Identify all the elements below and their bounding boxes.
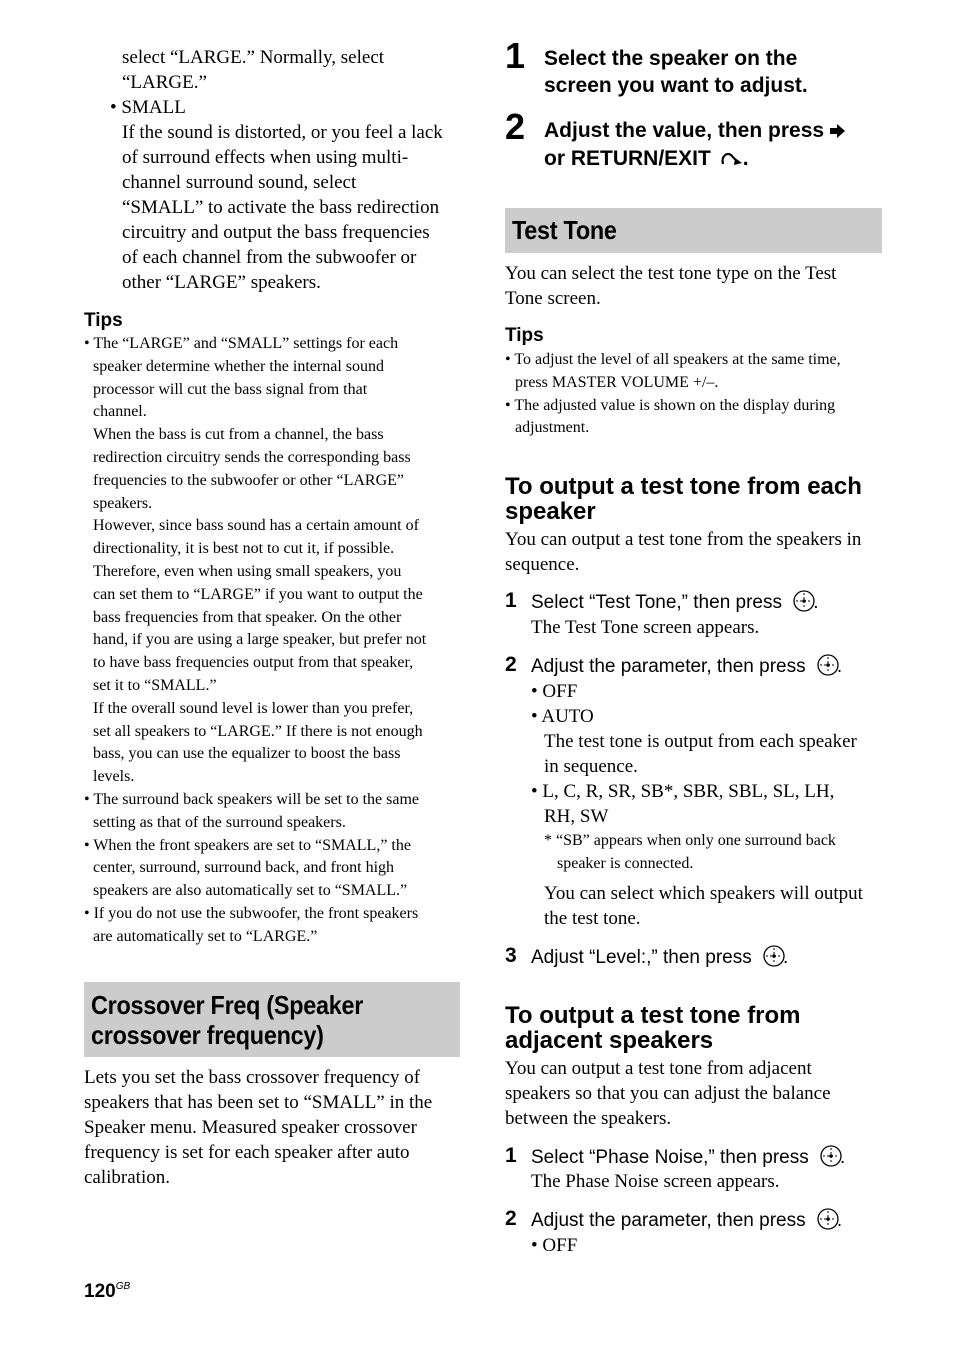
heading-line: To output a test tone from each <box>505 473 862 500</box>
option-speakers <box>531 779 834 829</box>
each-speaker-body <box>505 527 861 577</box>
text-line: Lets you set the bass crossover frequency of <box>84 1067 421 1088</box>
tip-line: set all speakers to “LARGE.” If there is not enough <box>93 722 423 740</box>
text-line: You can select the test tone type on the Test <box>505 263 837 284</box>
adj-option-off: • OFF <box>531 1235 578 1256</box>
tip-line: speakers. <box>93 494 153 512</box>
tip-line: hand, if you are using a large speaker, but prefer not <box>93 631 427 649</box>
text-line: speakers so that you can adjust the balance <box>505 1083 831 1104</box>
tip-line: directionality, it is best not to cut it, if possible. <box>93 540 395 558</box>
left-intro <box>122 45 384 95</box>
text-line: “SMALL” to activate the bass redirection <box>122 197 440 218</box>
heading-line <box>544 117 845 145</box>
small-description <box>122 120 443 295</box>
title-line: Crossover Freq (Speaker <box>91 990 364 1020</box>
tip-line: center, surround, surround back, and front high <box>93 859 395 877</box>
period: . <box>813 592 819 613</box>
tip-line: redirection circuitry sends the corresponding bass <box>93 448 411 466</box>
tip-line: However, since bass sound has a certain amount of <box>93 517 419 535</box>
text-line: You can output a test tone from the speakers in <box>505 529 862 550</box>
text-line: • L, C, R, SR, SB*, SBR, SBL, SL, LH, <box>531 781 835 802</box>
tip-line: set it to “SMALL.” <box>93 676 217 694</box>
tip-line: are automatically set to “LARGE.” <box>93 927 318 945</box>
adjacent-speakers-body <box>505 1056 831 1131</box>
text-line: speakers that has been set to “SMALL” in the <box>84 1092 433 1113</box>
crossover-section-title <box>91 990 363 1050</box>
page-number-suffix: GB <box>115 1281 131 1292</box>
tips-heading-left: Tips <box>84 310 123 331</box>
footnote <box>544 829 836 875</box>
text-line: channel surround sound, select <box>122 172 357 193</box>
step-2-heading <box>544 117 845 173</box>
text-line: select “LARGE.” Normally, select <box>122 47 385 68</box>
heading-line <box>544 145 845 173</box>
tip-line: frequencies to the subwoofer or other “LARGE” <box>93 471 404 489</box>
test-tone-body <box>505 261 836 311</box>
text-line: circuitry and output the bass frequencies <box>122 222 430 243</box>
tips-list-left <box>84 333 426 949</box>
return-icon <box>719 146 743 173</box>
text-line: * “SB” appears when only one surround back <box>544 832 836 849</box>
period: . <box>742 147 749 170</box>
text-line: of each channel from the subwoofer or <box>122 247 417 268</box>
enter-button-icon <box>763 945 783 965</box>
step-number-2: 2 <box>505 106 526 147</box>
text-line: speaker is connected. <box>557 855 694 872</box>
text-line: calibration. <box>84 1167 170 1188</box>
heading-line: adjacent speakers <box>505 1027 714 1054</box>
tip-line: speaker determine whether the internal sound <box>93 357 384 375</box>
text-line: frequency is set for each speaker after auto <box>84 1142 410 1163</box>
text-line: sequence. <box>505 554 580 575</box>
tip-line: • If you do not use the subwoofer, the front speakers <box>84 904 419 922</box>
tip-line: • The “LARGE” and “SMALL” settings for each <box>84 335 399 352</box>
text-line: other “LARGE” speakers. <box>122 272 321 293</box>
crossover-body <box>84 1065 432 1190</box>
text-line: If the sound is distorted, or you feel a lack <box>122 122 443 143</box>
adj-step-1 <box>531 1145 845 1170</box>
tips-list-right <box>505 349 841 440</box>
tips-heading-right: Tips <box>505 325 544 346</box>
tip-line: Therefore, even when using small speakers, you <box>93 562 402 580</box>
tip-line: • To adjust the level of all speakers at the same time, <box>505 351 841 368</box>
page-number-value: 120 <box>84 1281 116 1302</box>
text-line: Tone screen. <box>505 288 601 309</box>
step-text: Adjust “Level:,” then press <box>531 947 752 968</box>
right-arrow-icon <box>830 118 845 145</box>
tip-line: • The surround back speakers will be set to the same <box>84 790 419 808</box>
each-step-2 <box>531 654 842 679</box>
tip-line: If the overall sound level is lower than you prefer, <box>93 699 414 717</box>
text-line: You can output a test tone from adjacent <box>505 1058 812 1079</box>
step-text: Select “Test Tone,” then press <box>531 592 782 613</box>
step-number-1: 1 <box>505 35 526 76</box>
enter-button-icon <box>817 1208 837 1228</box>
text-line: The test tone is output from each speaker <box>544 731 857 752</box>
period: . <box>783 947 789 968</box>
each-step-1-result: The Test Tone screen appears. <box>531 617 760 638</box>
small-bullet: • SMALL <box>110 97 186 118</box>
each-step-1 <box>531 590 819 615</box>
heading-line: Select the speaker on the <box>544 47 798 70</box>
each-step-number-1: 1 <box>505 589 517 612</box>
text-line: “LARGE.” <box>122 72 207 93</box>
heading-line: speaker <box>505 498 596 525</box>
tip-line: bass, you can use the equalizer to boost the bass <box>93 745 401 763</box>
tip-line: to have bass frequencies output from that speaker, <box>93 654 414 672</box>
tip-line: channel. <box>93 403 147 421</box>
adj-step-number-2: 2 <box>505 1207 517 1230</box>
each-step-number-3: 3 <box>505 944 517 967</box>
option-auto: • AUTO <box>531 706 594 727</box>
step-text: Select “Phase Noise,” then press <box>531 1147 809 1168</box>
page-number <box>84 1281 130 1303</box>
test-tone-section-band <box>505 208 882 253</box>
tip-line: • When the front speakers are set to “SMALL,” the <box>84 836 411 854</box>
heading-text: or RETURN/EXIT <box>544 147 711 170</box>
adj-step-number-1: 1 <box>505 1144 517 1167</box>
tip-line: When the bass is cut from a channel, the bass <box>93 426 384 444</box>
crossover-section-band <box>84 982 460 1057</box>
text-line: You can select which speakers will output <box>544 883 863 904</box>
adj-step-2 <box>531 1208 842 1233</box>
test-tone-section-title: Test Tone <box>512 215 617 245</box>
step-text: Adjust the parameter, then press <box>531 1210 806 1231</box>
tip-line: speakers are also automatically set to “SMALL.” <box>93 882 408 900</box>
period: . <box>836 1210 843 1231</box>
heading-text: Adjust the value, then press <box>544 119 825 142</box>
text-line: Speaker menu. Measured speaker crossover <box>84 1117 417 1138</box>
select-speakers-text <box>544 881 863 931</box>
tip-line: press MASTER VOLUME +/–. <box>515 373 719 391</box>
text-line: the test tone. <box>544 908 641 929</box>
period: . <box>840 1147 846 1168</box>
enter-button-icon <box>793 590 813 610</box>
heading-line: screen you want to adjust. <box>544 74 808 97</box>
title-line: crossover frequency) <box>91 1020 324 1050</box>
text-line: RH, SW <box>544 806 609 827</box>
period: . <box>836 656 843 677</box>
adjacent-speakers-heading <box>505 1003 801 1053</box>
heading-line: To output a test tone from <box>505 1002 801 1029</box>
text-line: in sequence. <box>544 756 638 777</box>
step-text: Adjust the parameter, then press <box>531 656 806 677</box>
step-1-heading <box>544 45 808 99</box>
tip-line: processor will cut the bass signal from that <box>93 380 368 398</box>
tip-line: adjustment. <box>515 419 590 437</box>
text-line: of surround effects when using multi- <box>122 147 409 168</box>
each-step-number-2: 2 <box>505 653 517 676</box>
adj-step-1-result: The Phase Noise screen appears. <box>531 1171 780 1192</box>
tip-line: setting as that of the surround speakers. <box>93 813 346 831</box>
auto-description <box>544 729 857 779</box>
tip-line: • The adjusted value is shown on the display during <box>505 396 836 414</box>
each-speaker-heading <box>505 474 862 524</box>
tip-line: can set them to “LARGE” if you want to output the <box>93 585 423 603</box>
each-step-3 <box>531 945 788 970</box>
option-off: • OFF <box>531 681 578 702</box>
text-line: between the speakers. <box>505 1108 672 1129</box>
tip-line: levels. <box>93 768 135 786</box>
enter-button-icon <box>820 1145 840 1165</box>
tip-line: bass frequencies from that speaker. On the other <box>93 608 402 626</box>
enter-button-icon <box>817 654 837 674</box>
